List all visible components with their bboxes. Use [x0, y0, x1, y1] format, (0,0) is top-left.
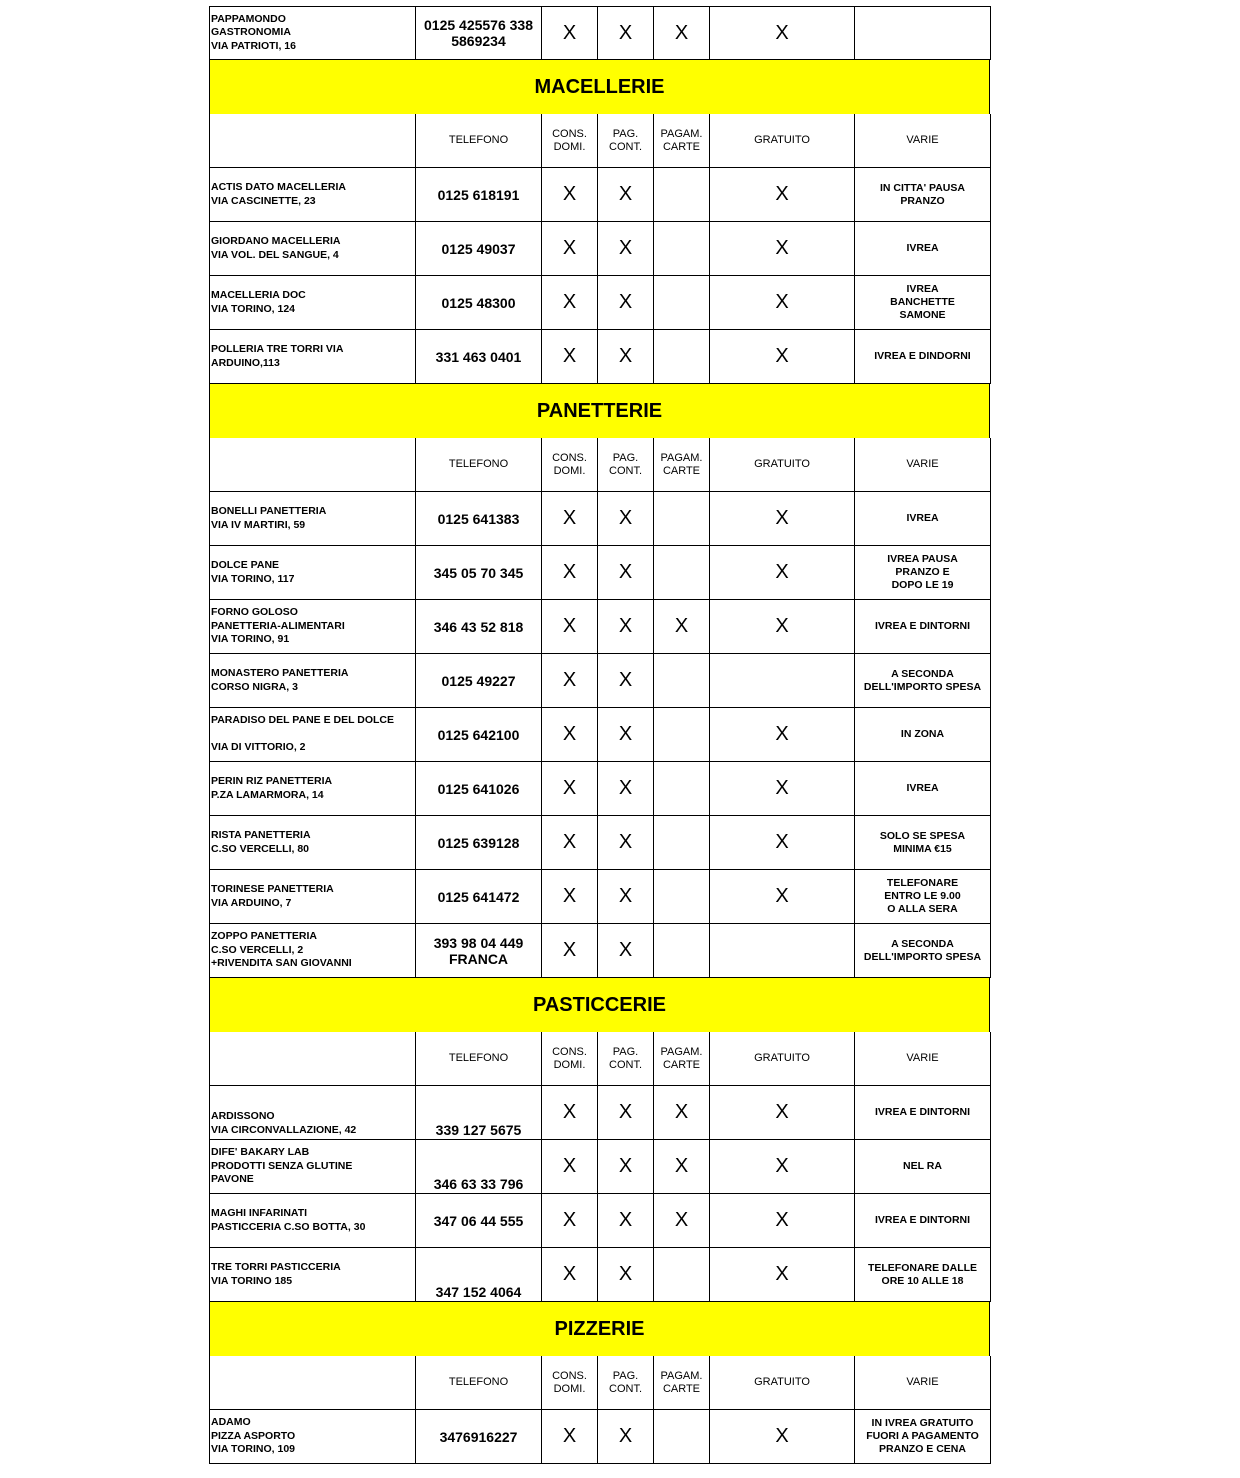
free-delivery-cell [710, 924, 855, 978]
header-cons-domi: CONS. DOMI. [542, 1032, 598, 1086]
column-header-row [209, 438, 990, 492]
section-title: PASTICCERIE [209, 978, 990, 1032]
section-title: PANETTERIE [209, 384, 990, 438]
header-pagam-carte: PAGAM. CARTE [654, 1032, 710, 1086]
header-gratuito: GRATUITO [710, 1356, 855, 1410]
card-payment-cell [654, 1410, 710, 1464]
home-delivery-cell: X [542, 222, 598, 276]
card-payment-cell: X [654, 6, 710, 60]
table-row [209, 276, 990, 330]
table-row [209, 1410, 990, 1464]
card-payment-cell [654, 168, 710, 222]
header-gratuito: GRATUITO [710, 1032, 855, 1086]
card-payment-cell [654, 924, 710, 978]
shop-name-cell: DIFE' BAKARY LAB PRODOTTI SENZA GLUTINE PAVONE [210, 1140, 416, 1194]
table-row [209, 600, 990, 654]
header-name-cell [210, 1356, 416, 1410]
shop-name-cell: ARDISSONO VIA CIRCONVALLAZIONE, 42 [210, 1086, 416, 1140]
free-delivery-cell: X [710, 492, 855, 546]
phone-cell: 0125 425576 338 5869234 [416, 6, 542, 60]
home-delivery-cell: X [542, 600, 598, 654]
cash-payment-cell: X [598, 1410, 654, 1464]
cash-payment-cell: X [598, 1248, 654, 1302]
free-delivery-cell: X [710, 1140, 855, 1194]
shop-name-cell: DOLCE PANE VIA TORINO, 117 [210, 546, 416, 600]
free-delivery-cell: X [710, 600, 855, 654]
card-payment-cell [654, 330, 710, 384]
shop-name-cell: POLLERIA TRE TORRI VIA ARDUINO,113 [210, 330, 416, 384]
cash-payment-cell: X [598, 1086, 654, 1140]
card-payment-cell [654, 222, 710, 276]
phone-cell: 0125 641383 [416, 492, 542, 546]
header-gratuito: GRATUITO [710, 114, 855, 168]
notes-cell: IN CITTA' PAUSA PRANZO [855, 168, 991, 222]
phone-cell: 347 06 44 555 [416, 1194, 542, 1248]
phone-cell: 0125 618191 [416, 168, 542, 222]
notes-cell: SOLO SE SPESA MINIMA €15 [855, 816, 991, 870]
phone-cell: 346 63 33 796 [416, 1140, 542, 1194]
free-delivery-cell: X [710, 762, 855, 816]
home-delivery-cell: X [542, 1248, 598, 1302]
cash-payment-cell: X [598, 924, 654, 978]
notes-cell: IN ZONA [855, 708, 991, 762]
cash-payment-cell: X [598, 492, 654, 546]
table-row [209, 762, 990, 816]
shop-name-cell: MONASTERO PANETTERIA CORSO NIGRA, 3 [210, 654, 416, 708]
table-row [209, 708, 990, 762]
cash-payment-cell: X [598, 276, 654, 330]
notes-cell [855, 6, 991, 60]
header-telefono: TELEFONO [416, 1356, 542, 1410]
free-delivery-cell: X [710, 546, 855, 600]
free-delivery-cell [710, 654, 855, 708]
header-pag-cont: PAG. CONT. [598, 438, 654, 492]
card-payment-cell [654, 276, 710, 330]
header-name-cell [210, 438, 416, 492]
table-row [209, 816, 990, 870]
header-name-cell [210, 114, 416, 168]
card-payment-cell: X [654, 1086, 710, 1140]
header-pagam-carte: PAGAM. CARTE [654, 114, 710, 168]
header-telefono: TELEFONO [416, 114, 542, 168]
home-delivery-cell: X [542, 1194, 598, 1248]
free-delivery-cell: X [710, 1194, 855, 1248]
cash-payment-cell: X [598, 546, 654, 600]
header-pag-cont: PAG. CONT. [598, 114, 654, 168]
free-delivery-cell: X [710, 1086, 855, 1140]
card-payment-cell: X [654, 1140, 710, 1194]
table-row [209, 168, 990, 222]
table-row [209, 492, 990, 546]
card-payment-cell: X [654, 1194, 710, 1248]
cash-payment-cell: X [598, 1194, 654, 1248]
card-payment-cell [654, 708, 710, 762]
phone-cell: 339 127 5675 [416, 1086, 542, 1140]
free-delivery-cell: X [710, 276, 855, 330]
table-row [209, 924, 990, 978]
cash-payment-cell: X [598, 168, 654, 222]
phone-cell: 0125 48300 [416, 276, 542, 330]
table-row [209, 222, 990, 276]
home-delivery-cell: X [542, 1140, 598, 1194]
cash-payment-cell: X [598, 708, 654, 762]
card-payment-cell [654, 1248, 710, 1302]
free-delivery-cell: X [710, 330, 855, 384]
card-payment-cell [654, 816, 710, 870]
header-varie: VARIE [855, 1356, 991, 1410]
shop-name-cell: FORNO GOLOSO PANETTERIA-ALIMENTARI VIA TORINO, 91 [210, 600, 416, 654]
header-cons-domi: CONS. DOMI. [542, 438, 598, 492]
card-payment-cell [654, 492, 710, 546]
phone-cell: 0125 49227 [416, 654, 542, 708]
shop-name-cell: TORINESE PANETTERIA VIA ARDUINO, 7 [210, 870, 416, 924]
phone-cell: 3476916227 [416, 1410, 542, 1464]
shop-name-cell: TRE TORRI PASTICCERIA VIA TORINO 185 [210, 1248, 416, 1302]
home-delivery-cell: X [542, 1086, 598, 1140]
home-delivery-cell: X [542, 276, 598, 330]
header-name-cell [210, 1032, 416, 1086]
notes-cell: IVREA E DINTORNI [855, 600, 991, 654]
header-telefono: TELEFONO [416, 1032, 542, 1086]
free-delivery-cell: X [710, 816, 855, 870]
phone-cell: 0125 641026 [416, 762, 542, 816]
header-pag-cont: PAG. CONT. [598, 1356, 654, 1410]
column-header-row [209, 1356, 990, 1410]
phone-cell: 346 43 52 818 [416, 600, 542, 654]
shops-table [209, 6, 990, 1464]
header-pagam-carte: PAGAM. CARTE [654, 1356, 710, 1410]
notes-cell: IVREA PAUSA PRANZO E DOPO LE 19 [855, 546, 991, 600]
notes-cell: IVREA E DINTORNI [855, 1194, 991, 1248]
column-header-row [209, 114, 990, 168]
table-row [209, 6, 990, 60]
table-row [209, 1248, 990, 1302]
shop-name-cell: RISTA PANETTERIA C.SO VERCELLI, 80 [210, 816, 416, 870]
card-payment-cell [654, 654, 710, 708]
header-cons-domi: CONS. DOMI. [542, 1356, 598, 1410]
home-delivery-cell: X [542, 6, 598, 60]
notes-cell: TELEFONARE DALLE ORE 10 ALLE 18 [855, 1248, 991, 1302]
home-delivery-cell: X [542, 654, 598, 708]
cash-payment-cell: X [598, 1140, 654, 1194]
column-header-row [209, 1032, 990, 1086]
free-delivery-cell: X [710, 222, 855, 276]
shop-name-cell: PARADISO DEL PANE E DEL DOLCE VIA DI VITTORIO, 2 [210, 708, 416, 762]
header-gratuito: GRATUITO [710, 438, 855, 492]
cash-payment-cell: X [598, 762, 654, 816]
home-delivery-cell: X [542, 168, 598, 222]
free-delivery-cell: X [710, 708, 855, 762]
table-row [209, 330, 990, 384]
notes-cell: NEL RA [855, 1140, 991, 1194]
table-row [209, 1086, 990, 1140]
section-title: PIZZERIE [209, 1302, 990, 1356]
home-delivery-cell: X [542, 924, 598, 978]
free-delivery-cell: X [710, 1410, 855, 1464]
phone-cell: 331 463 0401 [416, 330, 542, 384]
notes-cell: IVREA [855, 222, 991, 276]
home-delivery-cell: X [542, 492, 598, 546]
home-delivery-cell: X [542, 708, 598, 762]
header-varie: VARIE [855, 438, 991, 492]
notes-cell: IN IVREA GRATUITO FUORI A PAGAMENTO PRANZO E CENA [855, 1410, 991, 1464]
header-pag-cont: PAG. CONT. [598, 1032, 654, 1086]
shop-name-cell: PAPPAMONDO GASTRONOMIA VIA PATRIOTI, 16 [210, 6, 416, 60]
header-varie: VARIE [855, 114, 991, 168]
shop-name-cell: MACELLERIA DOC VIA TORINO, 124 [210, 276, 416, 330]
phone-cell: 0125 641472 [416, 870, 542, 924]
shop-name-cell: MAGHI INFARINATI PASTICCERIA C.SO BOTTA, 30 [210, 1194, 416, 1248]
table-row [209, 870, 990, 924]
notes-cell: A SECONDA DELL'IMPORTO SPESA [855, 654, 991, 708]
card-payment-cell [654, 870, 710, 924]
cash-payment-cell: X [598, 654, 654, 708]
home-delivery-cell: X [542, 546, 598, 600]
table-row [209, 546, 990, 600]
shop-name-cell: GIORDANO MACELLERIA VIA VOL. DEL SANGUE, 4 [210, 222, 416, 276]
phone-cell: 0125 639128 [416, 816, 542, 870]
notes-cell: IVREA BANCHETTE SAMONE [855, 276, 991, 330]
home-delivery-cell: X [542, 330, 598, 384]
notes-cell: IVREA E DINDORNI [855, 330, 991, 384]
table-row [209, 1140, 990, 1194]
phone-cell: 347 152 4064 [416, 1248, 542, 1302]
table-row [209, 1194, 990, 1248]
section-title: MACELLERIE [209, 60, 990, 114]
home-delivery-cell: X [542, 762, 598, 816]
header-pagam-carte: PAGAM. CARTE [654, 438, 710, 492]
header-cons-domi: CONS. DOMI. [542, 114, 598, 168]
home-delivery-cell: X [542, 1410, 598, 1464]
header-telefono: TELEFONO [416, 438, 542, 492]
free-delivery-cell: X [710, 168, 855, 222]
notes-cell: IVREA [855, 762, 991, 816]
header-varie: VARIE [855, 1032, 991, 1086]
shop-name-cell: ZOPPO PANETTERIA C.SO VERCELLI, 2 +RIVENDITA SAN GIOVANNI [210, 924, 416, 978]
free-delivery-cell: X [710, 870, 855, 924]
card-payment-cell: X [654, 600, 710, 654]
shop-name-cell: ADAMO PIZZA ASPORTO VIA TORINO, 109 [210, 1410, 416, 1464]
notes-cell: IVREA E DINTORNI [855, 1086, 991, 1140]
phone-cell: 0125 49037 [416, 222, 542, 276]
shop-name-cell: BONELLI PANETTERIA VIA IV MARTIRI, 59 [210, 492, 416, 546]
cash-payment-cell: X [598, 870, 654, 924]
notes-cell: TELEFONARE ENTRO LE 9.00 O ALLA SERA [855, 870, 991, 924]
phone-cell: 345 05 70 345 [416, 546, 542, 600]
cash-payment-cell: X [598, 330, 654, 384]
home-delivery-cell: X [542, 870, 598, 924]
card-payment-cell [654, 546, 710, 600]
shop-name-cell: PERIN RIZ PANETTERIA P.ZA LAMARMORA, 14 [210, 762, 416, 816]
phone-cell: 393 98 04 449 FRANCA [416, 924, 542, 978]
shop-name-cell: ACTIS DATO MACELLERIA VIA CASCINETTE, 23 [210, 168, 416, 222]
card-payment-cell [654, 762, 710, 816]
notes-cell: A SECONDA DELL'IMPORTO SPESA [855, 924, 991, 978]
cash-payment-cell: X [598, 816, 654, 870]
table-row [209, 654, 990, 708]
free-delivery-cell: X [710, 1248, 855, 1302]
notes-cell: IVREA [855, 492, 991, 546]
phone-cell: 0125 642100 [416, 708, 542, 762]
free-delivery-cell: X [710, 6, 855, 60]
home-delivery-cell: X [542, 816, 598, 870]
cash-payment-cell: X [598, 222, 654, 276]
cash-payment-cell: X [598, 6, 654, 60]
cash-payment-cell: X [598, 600, 654, 654]
